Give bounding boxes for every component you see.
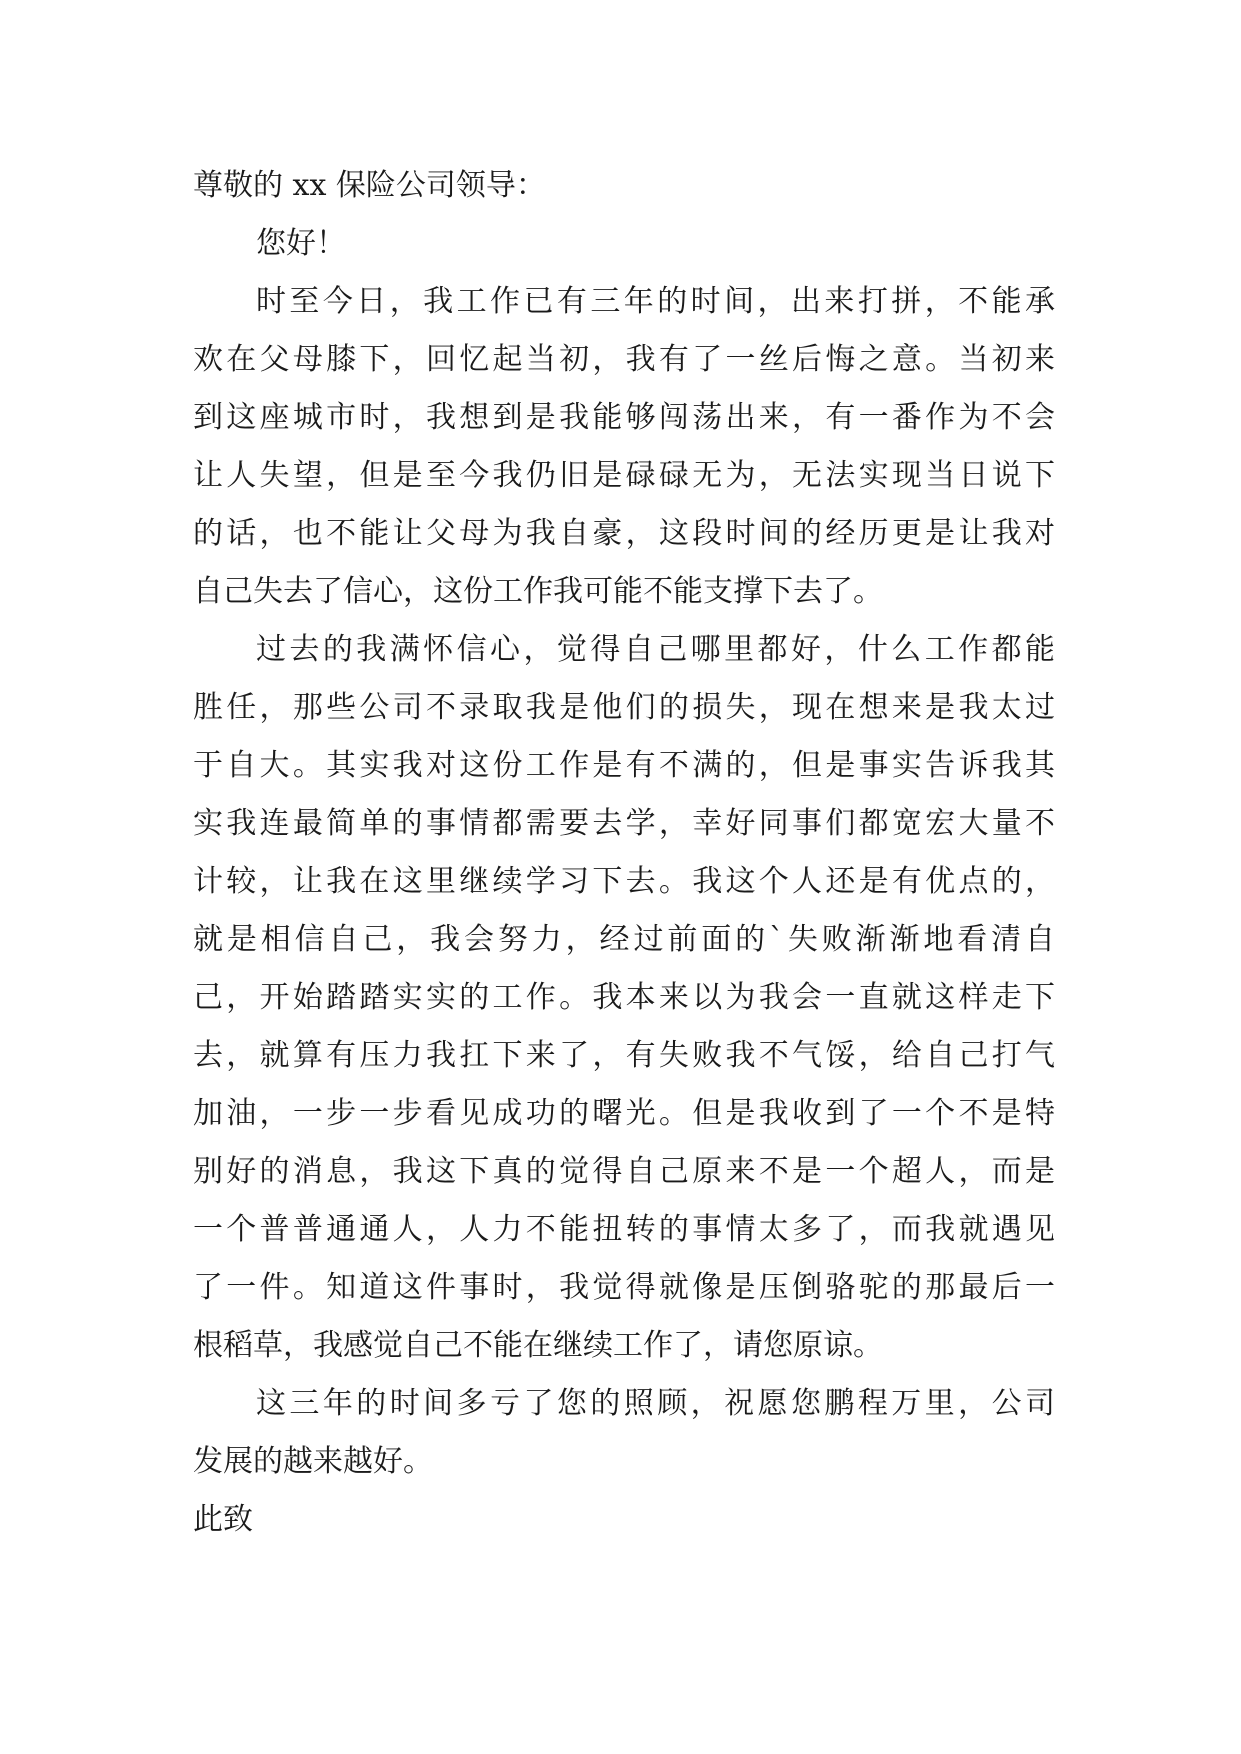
paragraph-1-line: 让人失望，但是至今我仍旧是碌碌无为，无法实现当日说下: [193, 458, 1055, 493]
paragraph-2-line: 了一件。知道这件事时，我觉得就像是压倒骆驼的那最后一: [193, 1270, 1055, 1305]
closing: 此致: [193, 1502, 253, 1537]
paragraph-2-line: 别好的消息，我这下真的觉得自己原来不是一个超人，而是: [193, 1154, 1055, 1189]
paragraph-2-line: 就是相信自己，我会努力，经过前面的`失败渐渐地看清自: [193, 922, 1055, 957]
paragraph-1-line: 到这座城市时，我想到是我能够闯荡出来，有一番作为不会: [193, 400, 1055, 435]
paragraph-3-line: 这三年的时间多亏了您的照顾，祝愿您鹏程万里，公司: [256, 1386, 1055, 1421]
paragraph-2-line: 胜任，那些公司不录取我是他们的损失，现在想来是我太过: [193, 690, 1055, 725]
paragraph-2-line: 实我连最简单的事情都需要去学，幸好同事们都宽宏大量不: [193, 806, 1055, 841]
paragraph-2-line: 加油，一步一步看见成功的曙光。但是我收到了一个不是特: [193, 1096, 1055, 1131]
paragraph-1-line: 时至今日，我工作已有三年的时间，出来打拼，不能承: [256, 284, 1055, 319]
paragraph-2-line: 计较，让我在这里继续学习下去。我这个人还是有优点的，: [193, 864, 1055, 899]
paragraph-2-line: 于自大。其实我对这份工作是有不满的，但是事实告诉我其: [193, 748, 1055, 783]
salutation: 尊敬的 xx 保险公司领导：: [193, 168, 546, 203]
paragraph-2-line: 过去的我满怀信心，觉得自己哪里都好，什么工作都能: [256, 632, 1055, 667]
paragraph-3-line: 发展的越来越好。: [193, 1444, 433, 1479]
paragraph-2-line: 己，开始踏踏实实的工作。我本来以为我会一直就这样走下: [193, 980, 1055, 1015]
paragraph-1-line: 欢在父母膝下，回忆起当初，我有了一丝后悔之意。当初来: [193, 342, 1055, 377]
greeting: 您好！: [256, 226, 346, 261]
paragraph-2-line: 一个普普通通人，人力不能扭转的事情太多了，而我就遇见: [193, 1212, 1055, 1247]
paragraph-1-line: 自己失去了信心，这份工作我可能不能支撑下去了。: [193, 574, 883, 609]
paragraph-1-line: 的话，也不能让父母为我自豪，这段时间的经历更是让我对: [193, 516, 1055, 551]
paragraph-2-line: 去，就算有压力我扛下来了，有失败我不气馁，给自己打气: [193, 1038, 1055, 1073]
paragraph-2-line: 根稻草，我感觉自己不能在继续工作了，请您原谅。: [193, 1328, 883, 1363]
